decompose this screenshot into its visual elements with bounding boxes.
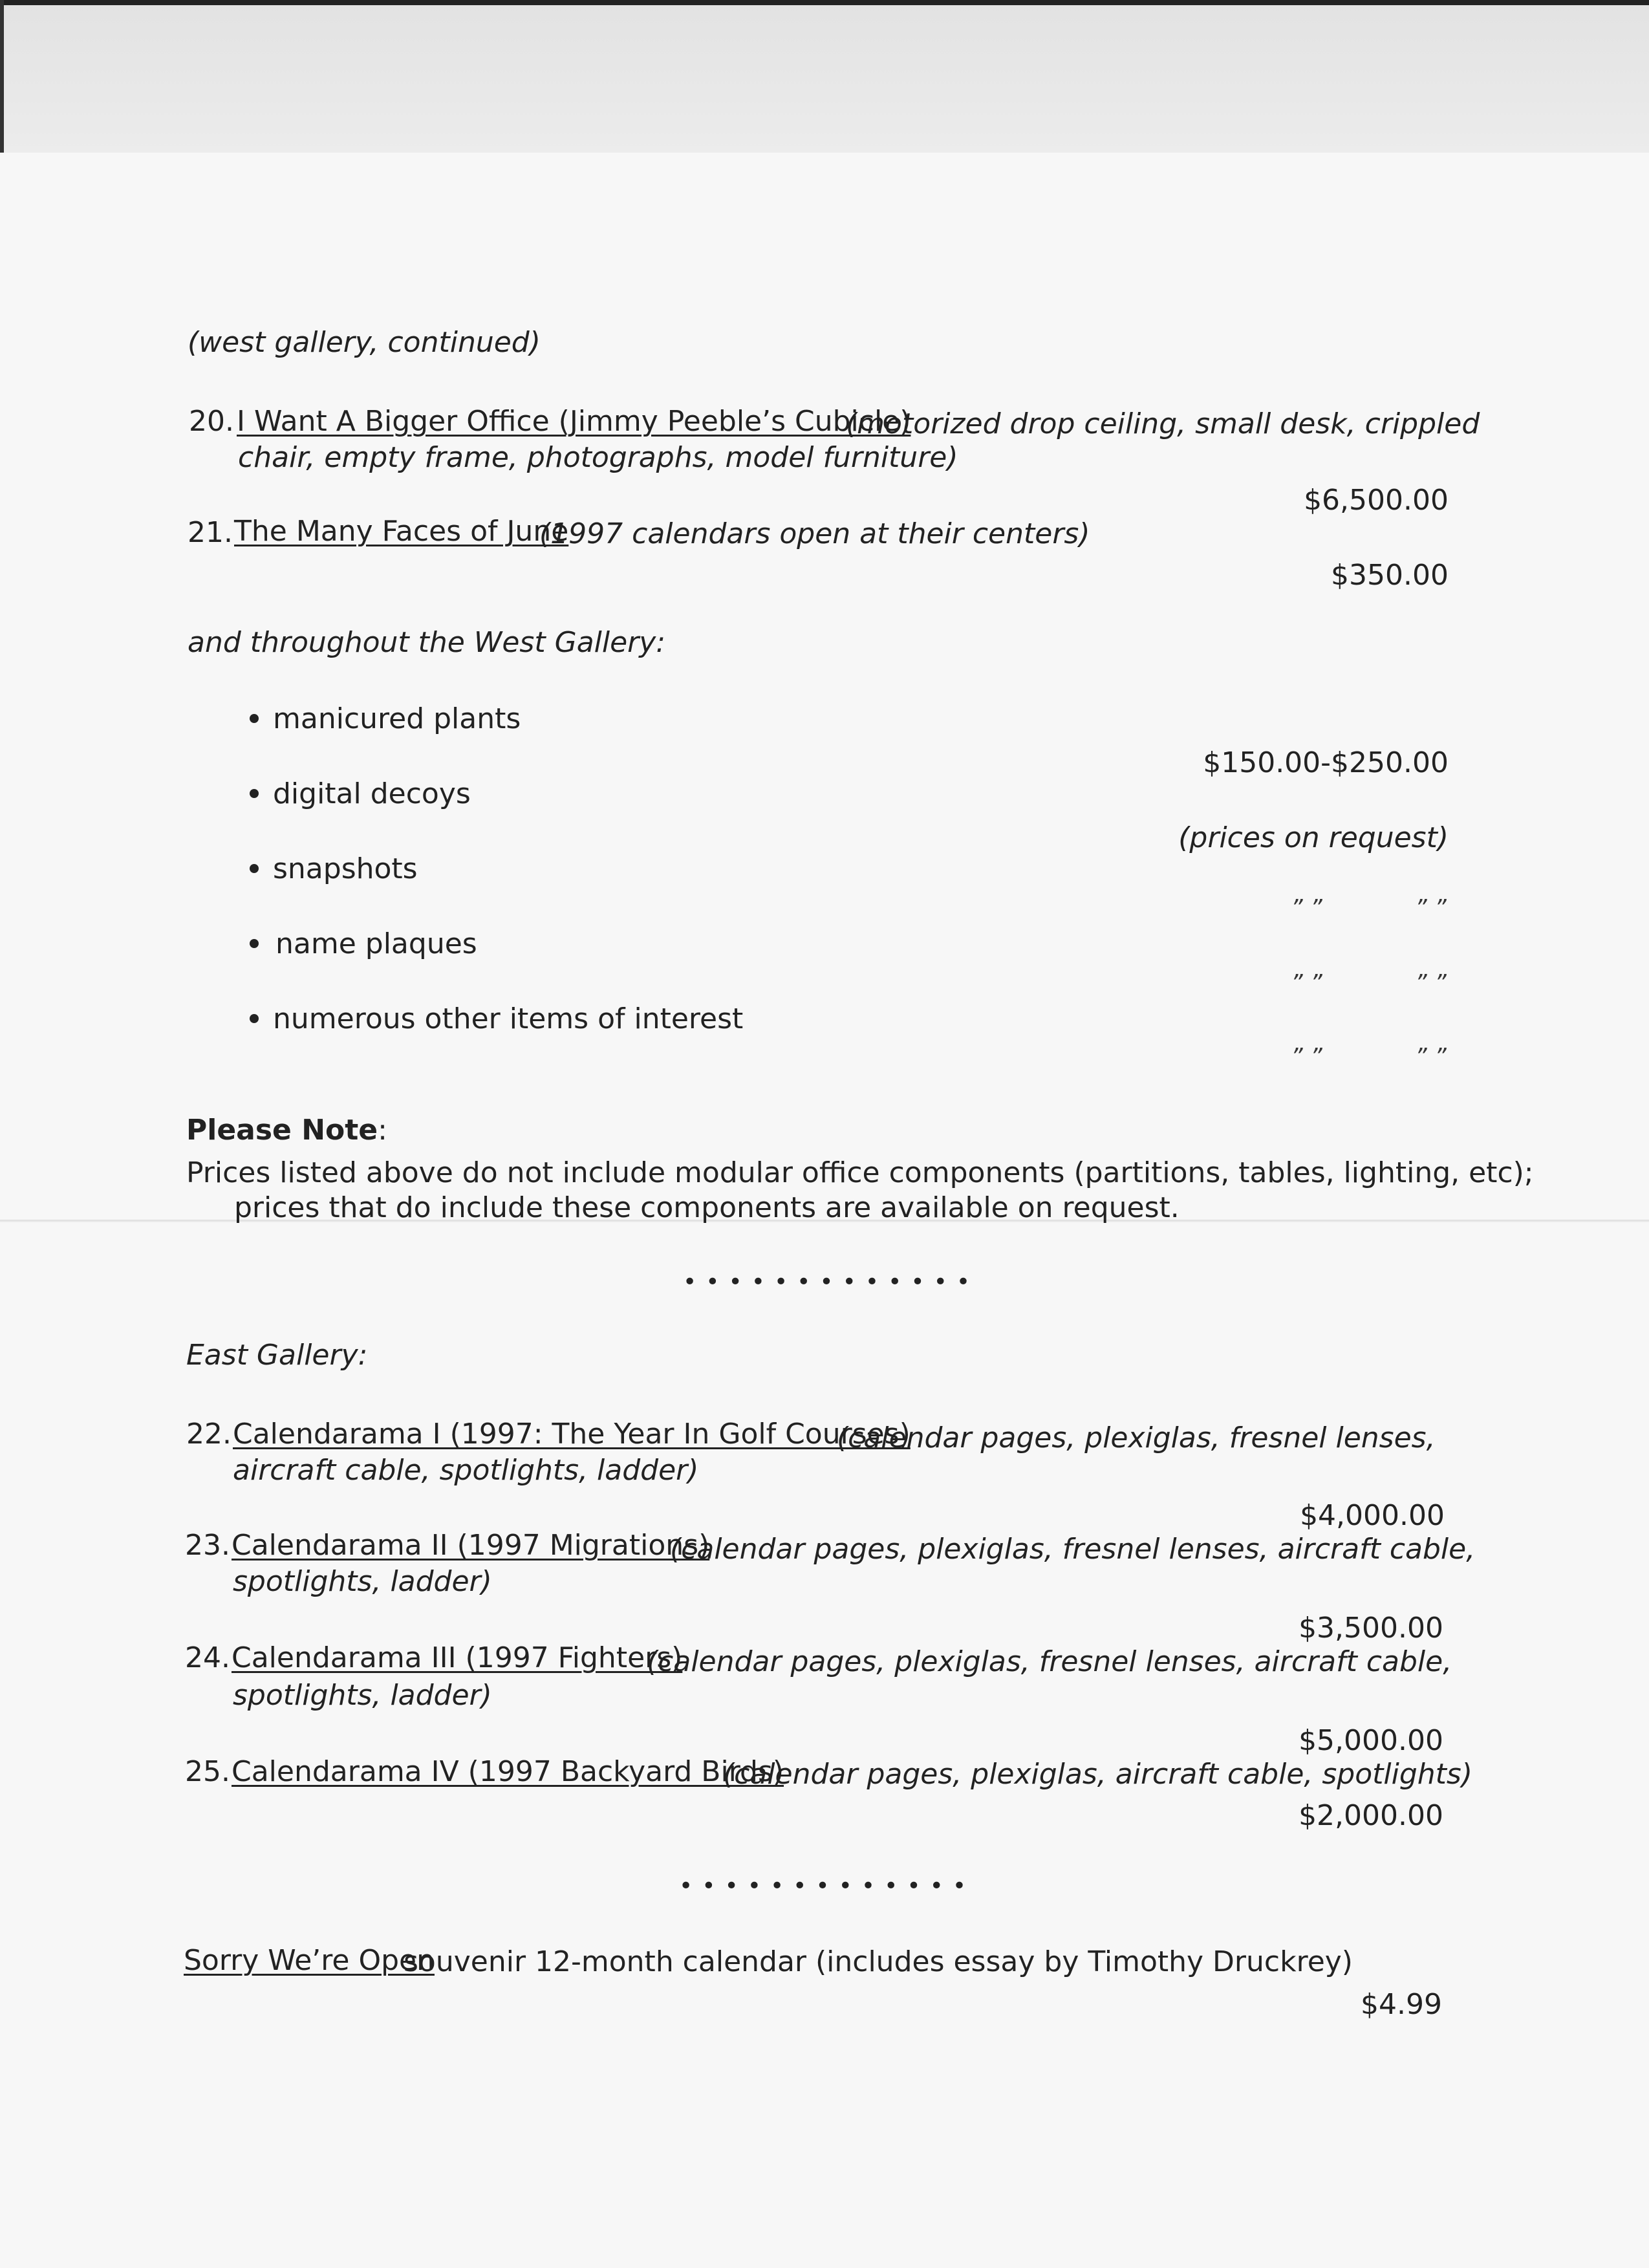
item-number: 22. <box>186 1418 232 1451</box>
item-price: $4,000.00 <box>1300 1499 1445 1532</box>
item-description-line1: (calendar pages, plexiglas, aircraft cable, spotlights) <box>723 1758 1472 1791</box>
souvenir-description: souvenir 12-month calendar (includes essay by Timothy Druckrey) <box>404 1945 1353 1978</box>
item-title: Calendarama IV (1997 Backyard Birds) <box>232 1755 784 1788</box>
item-number: 20. <box>189 405 234 438</box>
section-subheading-west-continued: (west gallery, continued) <box>188 326 541 359</box>
scan-left-border <box>0 0 4 155</box>
item-description-line2: spotlights, ladder) <box>233 1679 492 1712</box>
bullet-label: manicured plants <box>273 702 521 735</box>
note-line2: prices that do include these components are available on request. <box>234 1191 1180 1224</box>
item-number: 25. <box>185 1755 230 1788</box>
item-description-line1: (calendar pages, plexiglas, fresnel lenses, <box>837 1421 1436 1454</box>
item-price: $350.00 <box>1331 559 1449 592</box>
note-heading: Please Note: <box>186 1114 387 1147</box>
souvenir-price: $4.99 <box>1361 1988 1442 2021</box>
item-price: $2,000.00 <box>1299 1799 1443 1832</box>
item-title: Calendarama II (1997 Migrations) <box>232 1529 710 1562</box>
item-title: I Want A Bigger Office (Jimmy Peeble’s Cubicle) <box>237 405 911 438</box>
item-price: $5,000.00 <box>1299 1724 1443 1757</box>
bullet-label: numerous other items of interest <box>273 1002 744 1035</box>
bullet-label: name plaques <box>275 927 477 960</box>
item-description-line1: (1997 calendars open at their centers) <box>539 517 1090 550</box>
item-title: The Many Faces of June <box>234 515 569 548</box>
item-title: Calendarama III (1997 Fighters) <box>232 1641 683 1674</box>
bullet-icon <box>250 714 259 723</box>
dot-separator: ••••••••••••• <box>683 1269 980 1295</box>
bullet-label: digital decoys <box>273 777 471 810</box>
item-description-line1: (calendar pages, plexiglas, fresnel lenses, aircraft cable, <box>670 1533 1476 1566</box>
ditto-mark: ” ” <box>1415 970 1447 997</box>
bullet-icon <box>250 939 259 948</box>
item-title: Calendarama I (1997: The Year In Golf Courses) <box>233 1418 911 1451</box>
bullet-icon <box>250 789 259 798</box>
section-subheading-throughout: and throughout the West Gallery: <box>188 626 666 659</box>
bullet-price: $150.00-$250.00 <box>1203 746 1449 779</box>
ditto-mark: ” ” <box>1291 895 1322 922</box>
item-description-line2: chair, empty frame, photographs, model furniture) <box>238 441 958 474</box>
item-description-line1: (calendar pages, plexiglas, fresnel lenses, aircraft cable, <box>647 1645 1452 1678</box>
bullet-icon <box>250 1014 259 1023</box>
ditto-mark: ” ” <box>1415 895 1447 922</box>
ditto-mark: ” ” <box>1291 1044 1322 1070</box>
note-line1: Prices listed above do not include modular office components (partitions, tables, lighting, etc); <box>186 1156 1534 1189</box>
dot-separator: ••••••••••••• <box>679 1873 976 1899</box>
section-heading-east-gallery: East Gallery: <box>186 1339 368 1372</box>
item-price: $6,500.00 <box>1304 484 1449 517</box>
item-number: 21. <box>188 516 233 549</box>
item-description-line2: spotlights, ladder) <box>233 1565 492 1598</box>
item-price: $3,500.00 <box>1299 1612 1443 1645</box>
ditto-mark: ” ” <box>1415 1044 1447 1070</box>
bullet-label: snapshots <box>273 852 418 885</box>
item-number: 23. <box>185 1529 230 1562</box>
bullet-icon <box>250 864 259 873</box>
scan-top-border <box>0 0 1649 5</box>
bullet-price: (prices on request) <box>1178 821 1449 854</box>
item-description-line1: (motorized drop ceiling, small desk, crippled <box>846 407 1480 440</box>
background-page-edge <box>0 0 1649 155</box>
item-description-line2: aircraft cable, spotlights, ladder) <box>233 1454 699 1487</box>
ditto-mark: ” ” <box>1291 970 1322 997</box>
item-number: 24. <box>185 1641 230 1674</box>
souvenir-title: Sorry We’re Open <box>184 1944 435 1977</box>
